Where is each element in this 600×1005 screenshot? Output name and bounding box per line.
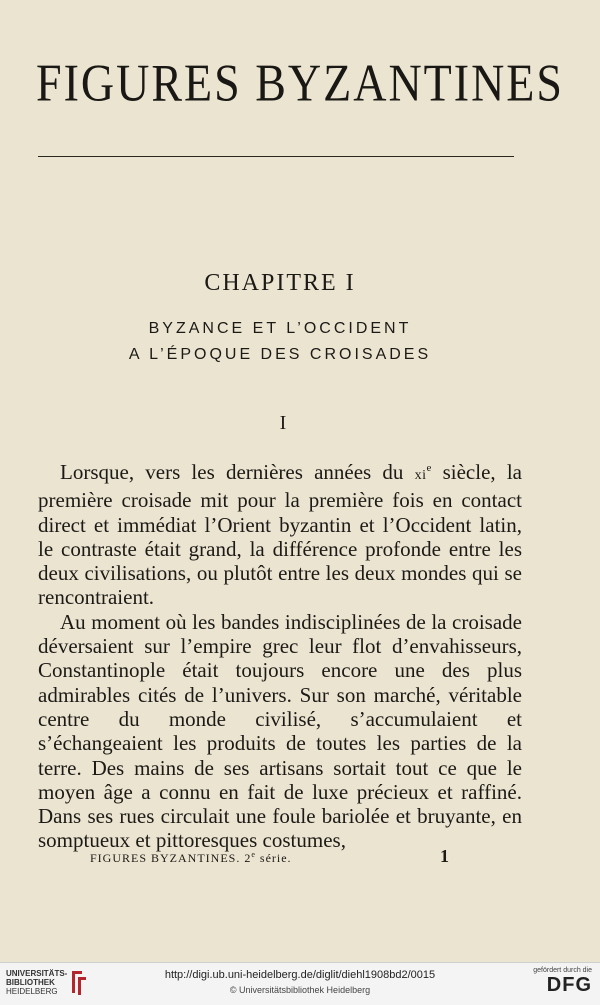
library-name-line3: HEIDELBERG <box>6 987 58 996</box>
library-name-line1: UNIVERSITÄTS- <box>6 969 68 978</box>
signature-text: FIGURES BYZANTINES. 2 <box>90 851 252 865</box>
chapter-heading: CHAPITRE I <box>204 270 356 296</box>
running-book-title: FIGURES BYZANTINES <box>36 53 564 112</box>
signature-superscript: e <box>251 850 256 859</box>
chapter-subtitle-line1: BYZANCE ET L’OCCIDENT <box>148 320 412 337</box>
paragraph-2: Au moment où les bandes indisciplinées de la croisade déversaient sur l’empire grec leur flot d’envahisseurs, Constantinople était toujours encore une des plus admirables cités de l’univers. Sur son marché, véritable centre du monde civilisé, s’accumulaient et s’échangeaient les produits de toutes les parties de la terre. Des mains de ses artisans sortait tout ce que le moyen âge a connu en fait de luxe précieux et raffiné. Dans ses rues circulait une foule bariolée et bruyante, en somptueux et pittoresques costumes, <box>38 609 522 853</box>
funding-note: gefördert durch die <box>533 967 592 974</box>
permalink-url[interactable]: http://digi.ub.uni-heidelberg.de/diglit/diehl1908bd2/0015 <box>164 969 436 981</box>
signature-tail: série. <box>255 851 292 865</box>
title-rule <box>38 156 514 157</box>
section-number: I <box>279 412 287 434</box>
paragraph-1-start: Lorsque, vers les dernières années du <box>60 460 415 484</box>
signature-line <box>90 850 292 866</box>
century-superscript: e <box>426 462 432 474</box>
copyright-notice: © Universitätsbibliothek Heidelberg <box>229 985 371 995</box>
viewer-footer-bar <box>0 962 600 1005</box>
chapter-subtitle-line2: A L’ÉPOQUE DES CROISADES <box>128 346 432 363</box>
body-text <box>38 456 522 853</box>
century-numeral: xi <box>414 468 427 483</box>
signature-number: 1 <box>440 846 449 866</box>
library-name-line2: BIBLIOTHEK <box>6 978 55 987</box>
paragraph-1-rest: siècle, la première croisade mit pour la première fois en contact direct et immédiat l’Orient byzantin et l’Occident latin, le contraste était grand, la différence profonde entre les deux civilisations, ou plutôt entre les deux mondes qui se rencontraient. <box>38 460 522 610</box>
dfg-wordmark: DFG <box>546 974 592 996</box>
paragraph-1 <box>38 456 522 610</box>
dfg-logo[interactable] <box>533 967 592 996</box>
